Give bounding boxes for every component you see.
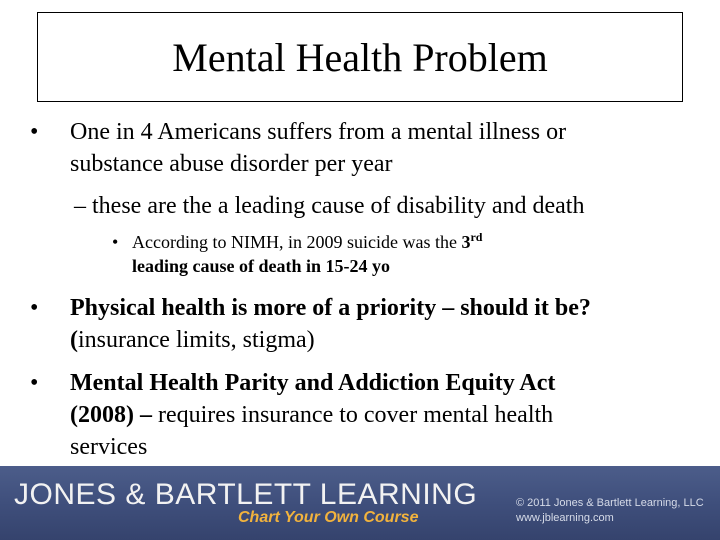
bullet-2-line-2	[70, 324, 700, 356]
bullet-2-rest: insurance limits, stigma)	[78, 327, 315, 353]
copyright-text: © 2011 Jones & Bartlett Learning, LLC	[516, 497, 704, 509]
publisher-logo: JONES & BARTLETT LEARNING	[14, 478, 478, 511]
bullet-1	[30, 116, 700, 180]
bullet-3-line-1: Mental Health Parity and Addiction Equity Act	[70, 370, 556, 396]
bullet-3-line-3: services	[70, 434, 148, 460]
bullet-marker: •	[112, 232, 119, 252]
footer-banner	[0, 466, 720, 540]
sub-bullet-1	[74, 190, 694, 222]
bullet-2-line-1: Physical health is more of a priority – should it be?	[70, 295, 591, 321]
nimh-text: According to NIMH, in 2009 suicide was the	[132, 232, 462, 252]
bullet-1-line-2: substance abuse disorder per year	[70, 151, 393, 177]
title-box	[37, 12, 683, 102]
bullet-3-year: (2008) –	[70, 402, 158, 428]
bullet-3-line-2	[70, 399, 700, 431]
bullet-1-line-1: One in 4 Americans suffers from a mental illness or	[70, 119, 567, 145]
sub-sub-bullet-line-2: leading cause of death in 15-24 yo	[132, 256, 391, 276]
rank-suffix: rd	[470, 230, 483, 244]
sub-sub-bullet-line-1	[132, 230, 652, 254]
rank-number: 3	[461, 232, 471, 252]
slide-title: Mental Health Problem	[172, 34, 548, 80]
bullet-marker: •	[30, 119, 39, 145]
bullet-marker: •	[30, 370, 39, 396]
bullet-marker: •	[30, 295, 39, 321]
bullet-2	[30, 292, 700, 356]
publisher-tagline: Chart Your Own Course	[238, 509, 419, 526]
bullet-3-rest: requires insurance to cover mental health	[157, 402, 554, 428]
copyright-block	[516, 496, 704, 526]
sub-sub-bullet-1	[112, 230, 652, 278]
bullet-2-paren: (	[70, 327, 78, 353]
publisher-url: www.jblearning.com	[516, 512, 614, 524]
sub-bullet-1-text: – these are the a leading cause of disability and death	[74, 193, 585, 219]
bullet-3	[30, 367, 700, 463]
